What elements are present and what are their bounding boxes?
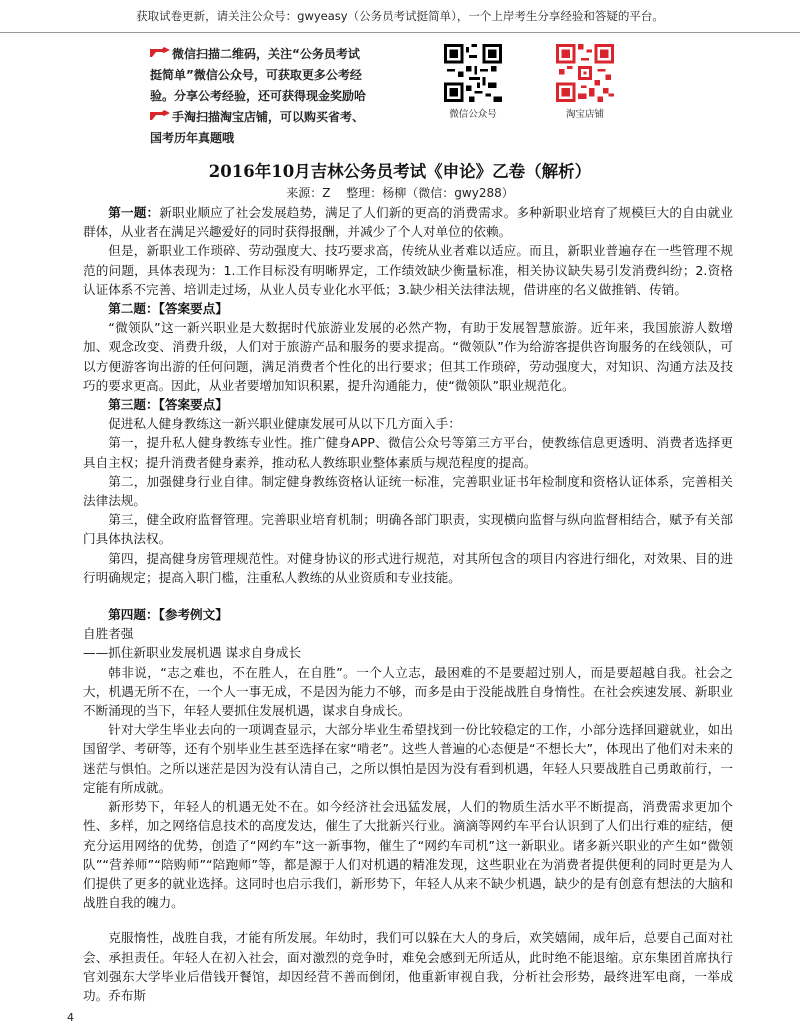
red-flag-icon	[150, 110, 170, 122]
q3-paragraph-3: 第三，健全政府监督管理。完善职业培育机制；明确各部门职责，实现横向监督与纵向监督相结合，赋予有关部门具体执法权。	[83, 512, 733, 547]
promo-line-4: 手淘扫描淘宝店铺，可以购买省考、	[150, 107, 450, 128]
q3-paragraph-2: 第二，加强健身行业自律。制定健身教练资格认证统一标准，完善职业证书年检制度和资格认证体系，完善相关法律法规。	[83, 473, 733, 509]
top-notice-bar	[0, 0, 800, 33]
q3-paragraph-0: 促进私人健身教练这一新兴职业健康发展可从以下几方面入手：	[108, 416, 461, 432]
wechat-qr-block	[438, 44, 508, 120]
essay-subtitle: ——抓住新职业发展机遇 谋求自身成长	[83, 645, 302, 661]
q1-paragraph-1: 第一题：新职业顺应了社会发展趋势，满足了人们新的更高的消费需求。多种新职业培育了规模巨大的自由就业群体，从业者在满足兴趣爱好的同时获得报酬，并减少了个人对单位的依赖。	[83, 205, 734, 240]
essay-paragraph-2: 针对大学生毕业去向的一项调查显示，大部分毕业生希望找到一份比较稳定的工作，小部分选择回避就业，如出国留学、考研等，还有个别毕业生甚至选择在家“啃老”。这些人普遍的心态便是“不想长大”，体现出了他们对未来的迷茫与惧怕。之所以迷茫是因为没有认清自己，之所以惧怕是因为没有看到机遇，年轻人只要战胜自己勇敢前行，一定能有所成就。	[83, 722, 733, 795]
source-line: 来源：Z 整理：杨柳（微信：gwy288）	[286, 186, 514, 200]
essay-title: 自胜者强	[83, 626, 134, 642]
wechat-qr-code-icon[interactable]	[444, 44, 502, 102]
q2-label: 第二题：【答案要点】	[108, 301, 228, 317]
promo-line-5: 国考历年真题哦	[150, 131, 235, 145]
taobao-qr-block	[550, 44, 620, 120]
q4-label: 第四题：【参考例文】	[108, 607, 228, 623]
promo-line-3: 验。分享公考经验，还可获得现金奖励哈	[150, 89, 367, 103]
document-body	[83, 203, 733, 1005]
top-notice-text: 获取试卷更新，请关注公众号：gwyeasy（公务员考试挺简单），一个上岸考生分享经验和答疑的平台。	[136, 9, 664, 23]
q2-paragraph-1: “微领队”这一新兴职业是大数据时代旅游业发展的必然产物，有助于发展智慧旅游。近年来，我国旅游人数增加、观念改变、消费升级，人们对于旅游产品和服务的要求提高。“微领队”作为给游客提供咨询服务的在线领队，可以方便游客询出游的任何问题，满足消费者个性化的出行要求；但其工作琐碎，劳动强度大，对知识、沟通方法及技巧的要求更高。因此，从业者要增加知识积累，提升沟通能力，使“微领队”职业规范化。	[83, 320, 733, 393]
red-flag-icon	[150, 47, 170, 59]
promo-line-2: 挺简单”微信公众号，可获取更多公考经	[150, 68, 362, 82]
q1-paragraph-2: 但是，新职业工作琐碎、劳动强度大、技巧要求高，传统从业者难以适应。而且，新职业普遍存在一些管理不规范的问题，具体表现为：1.工作目标没有明晰界定，工作绩效缺少衡量标准，相关协议缺失易引发消费纠纷；2.资格认证体系不完善、培训走过场，从业人员专业化水平低；3.缺少相关法律法规，借讲座的名义做推销、传销。	[83, 243, 733, 297]
essay-paragraph-4: 克服惰性，战胜自我，才能有所发展。年幼时，我们可以躲在大人的身后，欢笑嬉闹，成年后，总要自己面对社会、承担责任。年轻人在初入社会，面对激烈的竞争时，难免会感到无所适从，此时绝不能退缩。京东集团首席执行官刘强东大学毕业后借钱开餐馆，却因经营不善而倒闭，他重新审视自我，分析社会形势，最终进军电商，一举成功。乔布斯	[83, 930, 733, 1003]
promo-line-1: 微信扫描二维码，关注“公务员考试	[150, 44, 450, 65]
q3-label: 第三题：【答案要点】	[108, 397, 228, 413]
essay-paragraph-1: 韩非说，“志之难也，不在胜人，在自胜”。一个人立志，最困难的不是要超过别人，而是要超越自我。社会之大，机遇无所不在，一个人一事无成，不是因为能力不够，而多是由于没能战胜自身惰性。在社会疾速发展、新职业不断涌现的当下，年轻人要抓住发展机遇，谋求自身成长。	[83, 664, 733, 719]
wechat-qr-caption: 微信公众号	[449, 109, 497, 120]
taobao-qr-code-icon[interactable]	[556, 44, 614, 102]
q3-paragraph-4: 第四，提高健身房管理规范性。对健身协议的形式进行规范，对其所包含的项目内容进行细化，对效果、目的进行明确规定；提高入职门槛，注重私人教练的从业资质和专业技能。	[83, 550, 733, 585]
taobao-qr-caption: 淘宝店铺	[565, 109, 604, 120]
q3-paragraph-1: 第一，提升私人健身教练专业性。推广健身APP、微信公众号等第三方平台，使教练信息更透明、消费者选择更具自主权；提升消费者健身素养，推动私人教练职业整体素质与规范程度的提高。	[83, 435, 733, 470]
promo-block	[150, 44, 450, 149]
document-title: 2016年10月吉林公务员考试《申论》乙卷（解析）	[208, 162, 592, 181]
q1-label: 第一题：	[108, 205, 160, 220]
page-number: 4	[67, 1011, 74, 1024]
essay-paragraph-3: 新形势下，年轻人的机遇无处不在。如今经济社会迅猛发展，人们的物质生活水平不断提高，消费需求更加个性、多样，加之网络信息技术的高度发达，催生了大批新兴行业。滴滴等网约车平台认识到了人们出行难的症结，便充分运用网络的优势，创造了“网约车”这一新事物，催生了“网约车司机”这一新职业。诸多新兴职业的产生如“微领队”“营养师”“陪购师”“陪跑师”等，都是源于人们对机遇的精准发现，这些职业在为消费者提供便利的同时更是为人们提供了更多的就业选择。这同时也启示我们，新形势下，年轻人从来不缺少机遇，缺少的是有创意有想法的大脑和战胜自我的魄力。	[83, 799, 733, 911]
